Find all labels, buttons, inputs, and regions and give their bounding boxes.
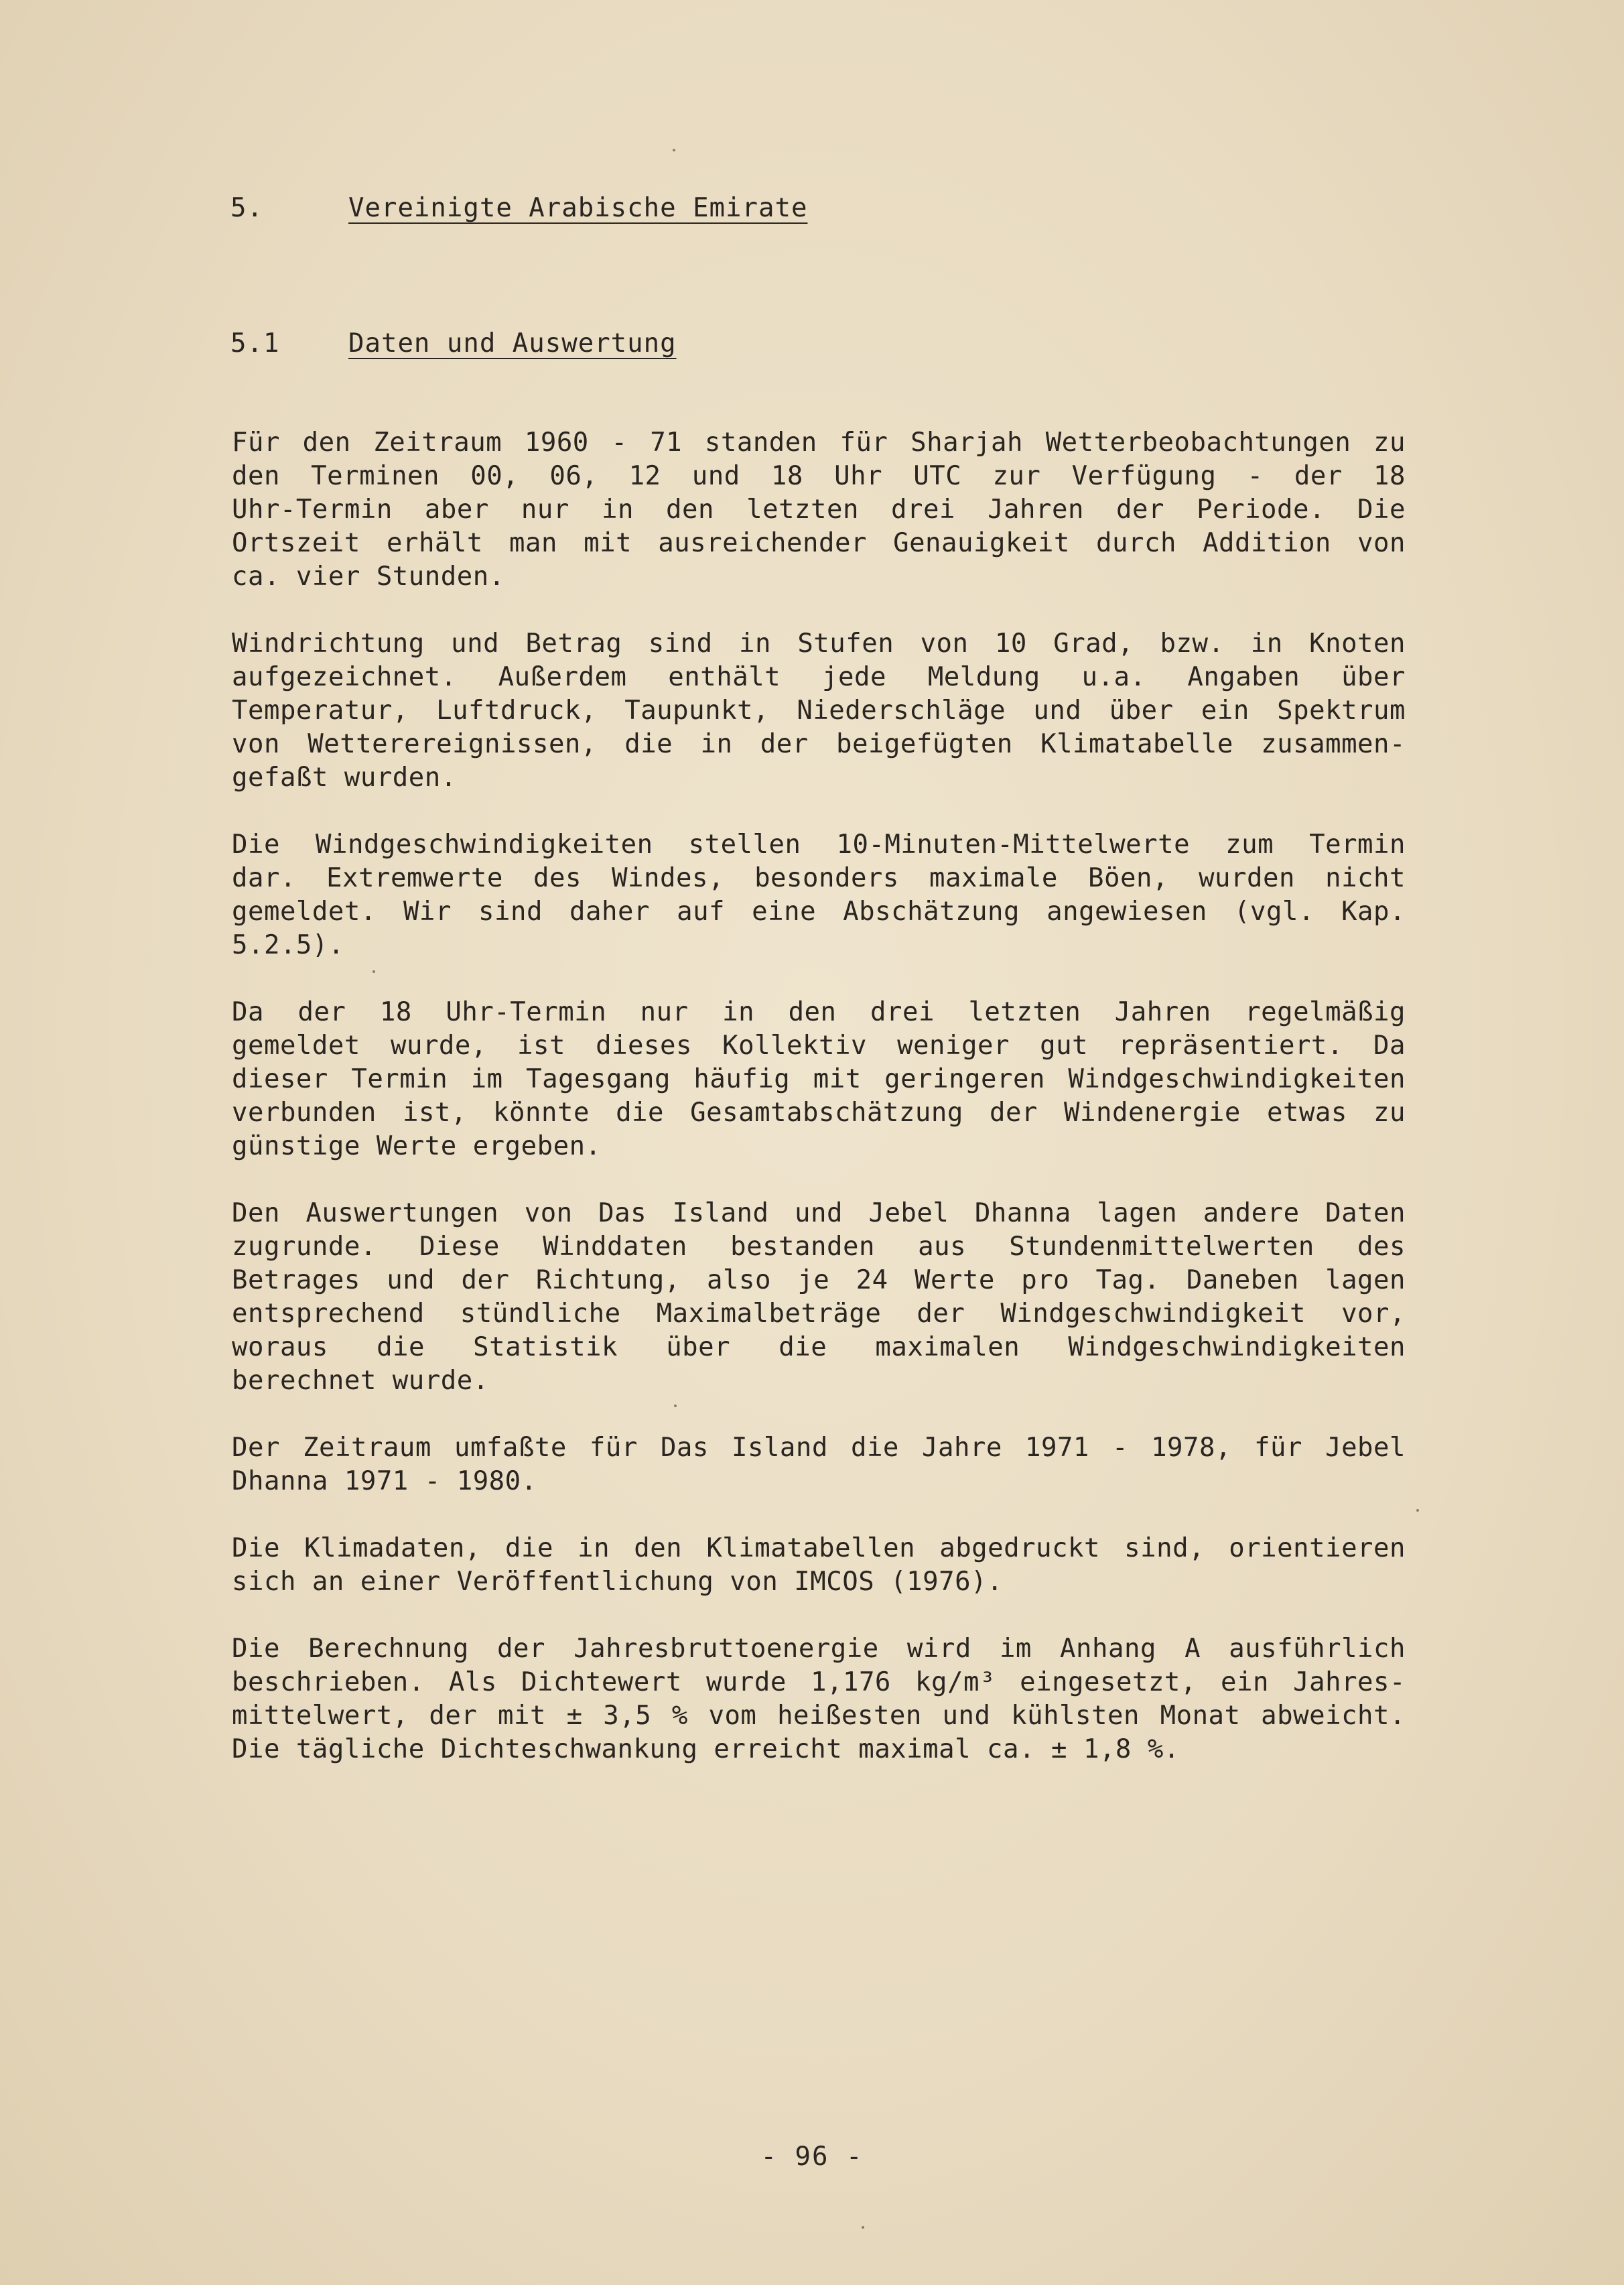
- paragraph-18-utc-term: [232, 996, 1406, 1163]
- paper-speck: [373, 970, 375, 973]
- text-line: mittelwert, der mit ± 3,5 % vom heißesten und kühlsten Monat abweicht.: [232, 1701, 1406, 1731]
- text-line: berechnet wurde.: [232, 1366, 489, 1396]
- text-line: aufgezeichnet. Außerdem enthält jede Meldung u.a. Angaben über: [232, 662, 1406, 692]
- text-line: Ortszeit erhält man mit ausreichender Genauigkeit durch Addition von: [232, 528, 1406, 558]
- text-line: Da der 18 Uhr-Termin nur in den drei letzten Jahren regelmäßig: [232, 997, 1406, 1027]
- text-line: Dhanna 1971 - 1980.: [232, 1466, 537, 1496]
- section-title: Vereinigte Arabische Emirate: [348, 193, 808, 223]
- text-line: gemeldet. Wir sind daher auf eine Abschätzung angewiesen (vgl. Kap.: [232, 897, 1406, 927]
- paragraph-wind-speeds: [232, 828, 1406, 962]
- paragraph-das-island: [232, 1197, 1406, 1398]
- text-line: gemeldet wurde, ist dieses Kollektiv weniger gut repräsentiert. Da: [232, 1031, 1406, 1061]
- section-heading: [230, 193, 807, 223]
- text-line: Betrages und der Richtung, also je 24 Werte pro Tag. Daneben lagen: [232, 1265, 1406, 1295]
- text-line: entsprechend stündliche Maximalbeträge der Windgeschwindigkeit vor,: [232, 1299, 1406, 1329]
- text-line: Temperatur, Luftdruck, Taupunkt, Niederschläge und über ein Spektrum: [232, 696, 1406, 726]
- text-line: Die Windgeschwindigkeiten stellen 10-Minuten-Mittelwerte zum Termin: [232, 830, 1406, 860]
- text-line: 5.2.5).: [232, 930, 344, 960]
- paragraph-wind-recording: [232, 627, 1406, 795]
- text-line: Die Berechnung der Jahresbruttoenergie wird im Anhang A ausführlich: [232, 1634, 1406, 1664]
- paragraph-time-period: [232, 1431, 1406, 1498]
- text-line: Für den Zeitraum 1960 - 71 standen für Sharjah Wetterbeobachtungen zu: [232, 428, 1406, 458]
- paper-speck: [1416, 1509, 1419, 1512]
- text-line: Windrichtung und Betrag sind in Stufen von 10 Grad, bzw. in Knoten: [232, 629, 1406, 659]
- text-line: dar. Extremwerte des Windes, besonders maximale Böen, wurden nicht: [232, 863, 1406, 893]
- text-line: sich an einer Veröffentlichung von IMCOS (1976).: [232, 1567, 1004, 1597]
- paragraph-climate-data: [232, 1532, 1406, 1599]
- subsection-heading: [230, 328, 677, 358]
- text-line: Uhr-Termin aber nur in den letzten drei Jahren der Periode. Die: [232, 495, 1406, 525]
- paper-speck: [673, 149, 675, 151]
- text-line: Den Auswertungen von Das Island und Jebel Dhanna lagen andere Daten: [232, 1198, 1406, 1228]
- text-line: beschrieben. Als Dichtewert wurde 1,176 kg/m³ eingesetzt, ein Jahres-: [232, 1667, 1406, 1697]
- text-line: zugrunde. Diese Winddaten bestanden aus Stundenmittelwerten des: [232, 1232, 1406, 1262]
- text-line: Die tägliche Dichteschwankung erreicht maximal ca. ± 1,8 %.: [232, 1734, 1180, 1764]
- text-line: Der Zeitraum umfaßte für Das Island die Jahre 1971 - 1978, für Jebel: [232, 1433, 1406, 1463]
- text-line: von Wetterereignissen, die in der beigefügten Klimatabelle zusammen-: [232, 729, 1406, 759]
- subsection-title: Daten und Auswertung: [348, 328, 677, 358]
- body-text: [232, 426, 1406, 1800]
- page-number: - 96 -: [760, 2142, 864, 2172]
- text-line: woraus die Statistik über die maximalen Windgeschwindigkeiten: [232, 1332, 1406, 1362]
- paragraph-energy-calculation: [232, 1632, 1406, 1766]
- paper-speck: [862, 2226, 864, 2229]
- text-line: günstige Werte ergeben.: [232, 1131, 602, 1161]
- text-line: ca. vier Stunden.: [232, 562, 505, 592]
- section-number: 5.: [230, 193, 263, 223]
- text-line: verbunden ist, könnte die Gesamtabschätzung der Windenergie etwas zu: [232, 1098, 1406, 1128]
- text-line: den Terminen 00, 06, 12 und 18 Uhr UTC zur Verfügung - der 18: [232, 461, 1406, 491]
- paragraph-data-period: [232, 426, 1406, 594]
- text-line: dieser Termin im Tagesgang häufig mit geringeren Windgeschwindigkeiten: [232, 1064, 1406, 1094]
- text-line: Die Klimadaten, die in den Klimatabellen abgedruckt sind, orientieren: [232, 1533, 1406, 1563]
- text-line: gefaßt wurden.: [232, 763, 457, 793]
- subsection-number: 5.1: [230, 328, 280, 358]
- paper-speck: [674, 1405, 677, 1407]
